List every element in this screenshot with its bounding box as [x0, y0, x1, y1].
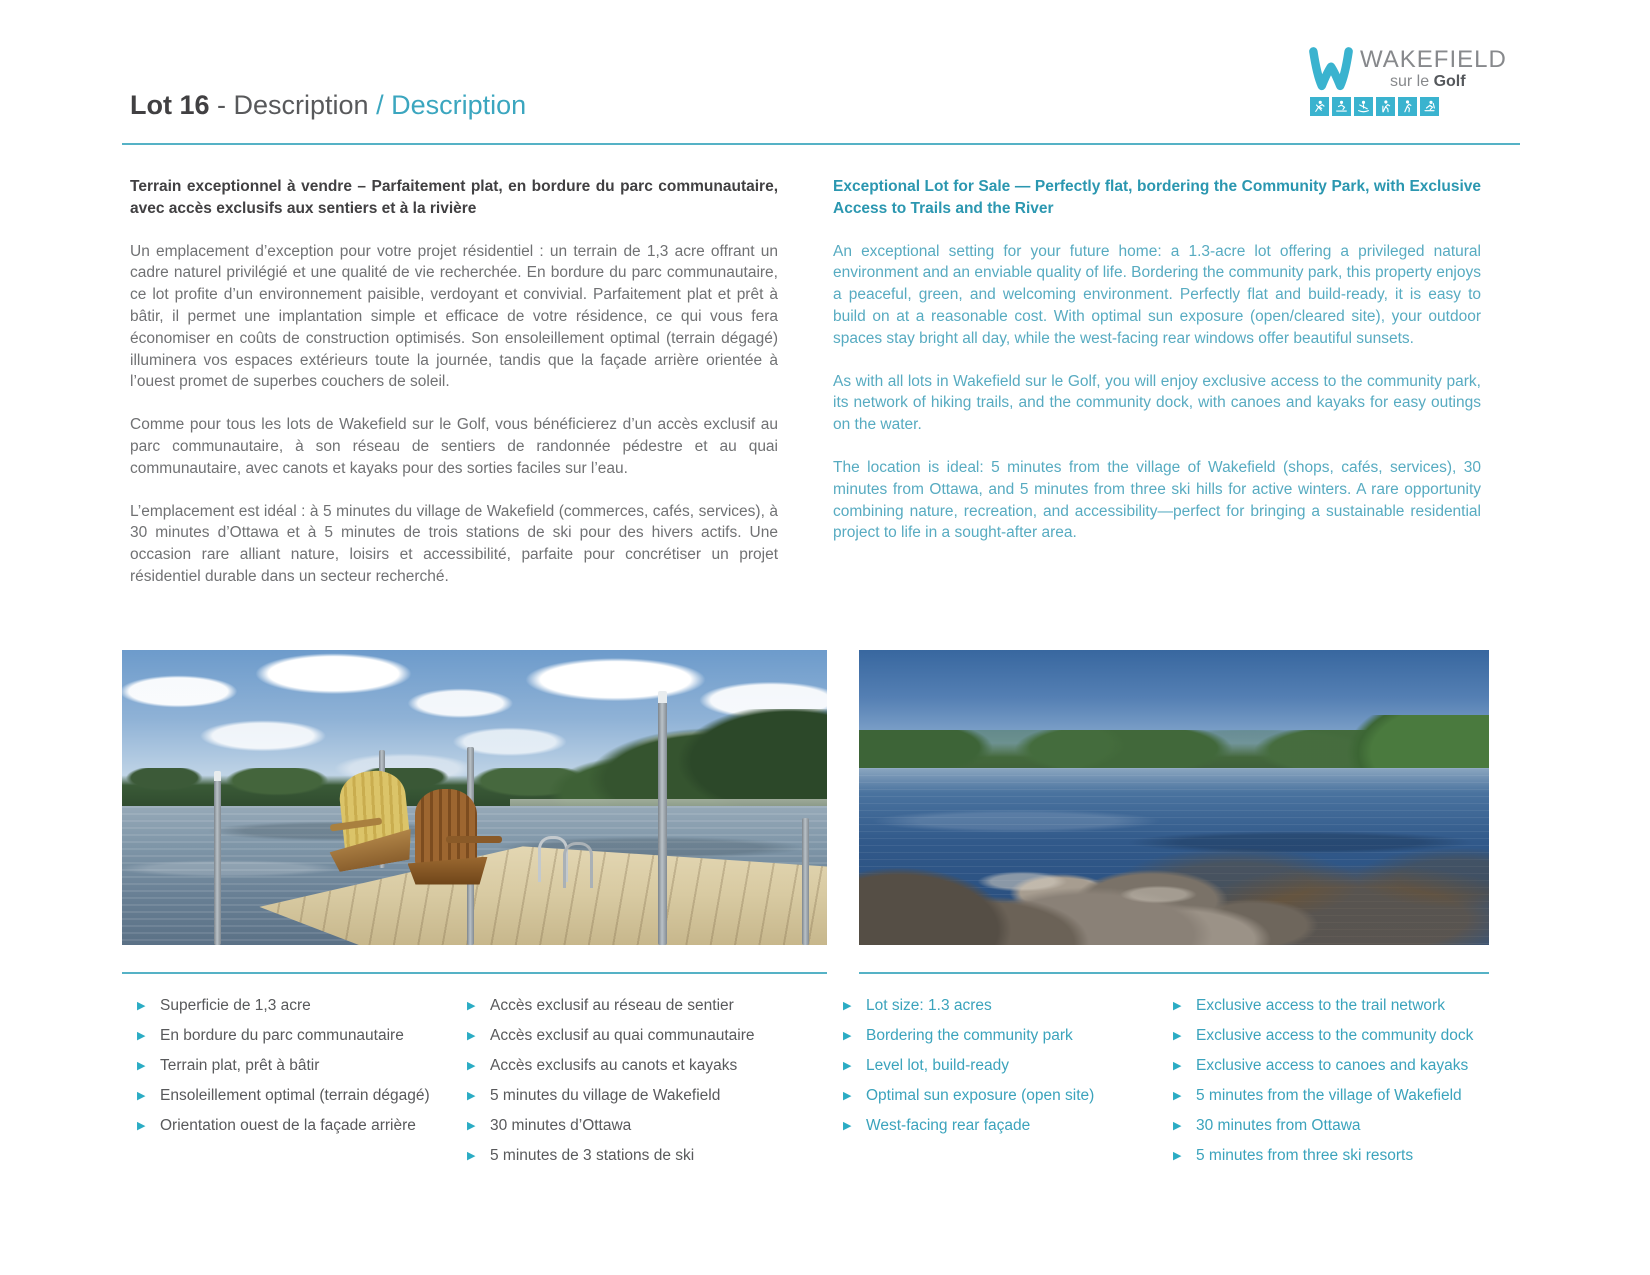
triangle-bullet-icon: ▶: [137, 1120, 146, 1132]
french-heading: Terrain exceptionnel à vendre – Parfaitement plat, en bordure du parc communautaire, avec accès exclusifs aux sentiers et à la rivière: [130, 178, 778, 217]
feature-item: ▶ Accès exclusif au quai communautaire: [467, 1027, 755, 1044]
wakefield-logo: [1308, 44, 1507, 120]
french-paragraph-1: Un emplacement d’exception pour votre projet résidentiel : un terrain de 1,3 acre offrant un cadre naturel privilégié et une qualité de vie recherchée. En bordure du parc communautaire, ce lot profite d’un environnement paisible, verdoyant et convivial. Parfaitement plat et prêt à bâtir, il permet une implantation simple et efficace de votre résidence, ce qui vous fera économiser en coûts de construction optimisés. Son ensoleillement optimal (terrain dégagé) illuminera vos espaces extérieurs toute la journée, tandis que la façade arrière orientée à l’ouest promet de superbes couchers de soleil.: [130, 242, 778, 391]
photo-pole-cap: [658, 691, 667, 703]
triangle-bullet-icon: ▶: [1173, 1060, 1182, 1072]
feature-item: ▶ 30 minutes d’Ottawa: [467, 1117, 632, 1134]
english-paragraph-2: As with all lots in Wakefield sur le Golf, you will enjoy exclusive access to the community park, its network of hiking trails, and the community dock, with canoes and kayaks for easy outings on the water.: [833, 372, 1481, 434]
features-fr-column-1: [137, 997, 459, 1147]
triangle-bullet-icon: ▶: [137, 1000, 146, 1012]
triangle-bullet-icon: ▶: [467, 1000, 476, 1012]
features-en-column-2: [1173, 997, 1495, 1177]
feature-item: ▶ 5 minutes de 3 stations de ski: [467, 1147, 695, 1164]
feature-item: ▶ Accès exclusif au réseau de sentier: [467, 997, 734, 1014]
feature-item: ▶ 5 minutes du village de Wakefield: [467, 1087, 721, 1104]
feature-item: ▶ 5 minutes from the village of Wakefield: [1173, 1087, 1462, 1104]
triangle-bullet-icon: ▶: [467, 1150, 476, 1162]
feature-item: ▶ Orientation ouest de la façade arrière: [137, 1117, 416, 1134]
water-ski-icon: [1332, 97, 1351, 116]
shoreline-photo: [859, 650, 1489, 945]
logo-brand-text: WAKEFIELD: [1360, 46, 1507, 73]
feature-item: ▶ Lot size: 1.3 acres: [843, 997, 992, 1014]
photo-chair-armrest: [446, 836, 502, 843]
photo-pole: [214, 780, 221, 945]
triangle-bullet-icon: ▶: [1173, 1030, 1182, 1042]
triangle-bullet-icon: ▶: [843, 1120, 852, 1132]
logo-tagline: sur le Golf: [1390, 73, 1466, 90]
feature-item: ▶ West-facing rear façade: [843, 1117, 1031, 1134]
title-fr: - Description: [209, 90, 377, 120]
canoe-icon: [1354, 97, 1373, 116]
photo-pole: [802, 818, 809, 945]
english-description-column: [833, 176, 1481, 565]
photo-dock-ladder: [563, 842, 593, 888]
cross-country-ski-icon: [1310, 97, 1329, 116]
logo-activity-icons: [1310, 97, 1439, 116]
feature-item: ▶ Exclusive access to the community dock: [1173, 1027, 1474, 1044]
triangle-bullet-icon: ▶: [843, 1000, 852, 1012]
title-en: / Description: [376, 90, 527, 120]
features-divider-en: [859, 972, 1489, 974]
feature-item: ▶ Terrain plat, prêt à bâtir: [137, 1057, 320, 1074]
photo-pole-cap: [214, 771, 221, 781]
feature-item: ▶ Superficie de 1,3 acre: [137, 997, 311, 1014]
english-heading: Exceptional Lot for Sale — Perfectly flat, bordering the Community Park, with Exclusive Access to Trails and the River: [833, 178, 1481, 217]
triangle-bullet-icon: ▶: [1173, 1120, 1182, 1132]
triangle-bullet-icon: ▶: [137, 1090, 146, 1102]
feature-item: ▶ 30 minutes from Ottawa: [1173, 1117, 1361, 1134]
logo-w-icon: [1308, 44, 1354, 94]
triangle-bullet-icon: ▶: [137, 1060, 146, 1072]
feature-item: ▶ Exclusive access to canoes and kayaks: [1173, 1057, 1469, 1074]
triangle-bullet-icon: ▶: [1173, 1000, 1182, 1012]
photo-trees-right: [517, 709, 827, 809]
feature-item: ▶ Bordering the community park: [843, 1027, 1073, 1044]
english-paragraph-3: The location is ideal: 5 minutes from the village of Wakefield (shops, cafés, services), 30 minutes from Ottawa, and 5 minutes from three ski hills for active winters. A rare opportunity combining nature, recreation, and accessibility—perfect for bringing a sustainable residential project to life in a sought-after area.: [833, 458, 1481, 542]
triangle-bullet-icon: ▶: [843, 1030, 852, 1042]
feature-item: ▶ En bordure du parc communautaire: [137, 1027, 404, 1044]
feature-item: ▶ Accès exclusifs au canots et kayaks: [467, 1057, 738, 1074]
feature-item: ▶ 5 minutes from three ski resorts: [1173, 1147, 1414, 1164]
title-divider: [122, 143, 1520, 145]
feature-item: ▶ Level lot, build-ready: [843, 1057, 1010, 1074]
triangle-bullet-icon: ▶: [1173, 1150, 1182, 1162]
triangle-bullet-icon: ▶: [843, 1060, 852, 1072]
english-paragraph-1: An exceptional setting for your future home: a 1.3-acre lot offering a privileged natural environment and an enviable quality of life. Bordering the community park, this property enjoys a peaceful, green, and welcoming environment. Perfectly flat and build-ready, it is easy to build on at a reasonable cost. With optimal sun exposure (open/cleared site), your outdoor spaces stay bright all day, while the west-facing rear windows offer beautiful sunsets.: [833, 242, 1481, 347]
feature-item: ▶ Ensoleillement optimal (terrain dégagé): [137, 1087, 430, 1104]
triangle-bullet-icon: ▶: [1173, 1090, 1182, 1102]
photo-pole: [658, 700, 667, 945]
french-description-column: [130, 176, 778, 609]
dock-photo: [122, 650, 827, 945]
french-paragraph-3: L’emplacement est idéal : à 5 minutes du village de Wakefield (commerces, cafés, services), à 30 minutes d’Ottawa et à 5 minutes de trois stations de ski pour des hivers actifs. Une occasion rare alliant nature, loisirs et accessibilité, parfaite pour concrétiser un projet résidentiel durable dans un secteur recherché.: [130, 502, 778, 585]
features-en-column-1: [843, 997, 1165, 1147]
feature-item: ▶ Exclusive access to the trail network: [1173, 997, 1445, 1014]
triangle-bullet-icon: ▶: [467, 1030, 476, 1042]
page-title: [130, 90, 526, 121]
features-fr-column-2: [467, 997, 789, 1177]
photo-rock-highlights: [909, 862, 1287, 927]
lot-number: Lot 16: [130, 90, 210, 120]
walk-icon: [1398, 97, 1417, 116]
french-paragraph-2: Comme pour tous les lots de Wakefield sur le Golf, vous bénéficierez d’un accès exclusif au parc communautaire, à son réseau de sentiers de randonnée pédestre et au quai communautaire, avec canots et kayaks pour des sorties faciles sur l’eau.: [130, 416, 778, 477]
triangle-bullet-icon: ▶: [467, 1060, 476, 1072]
feature-item: ▶ Optimal sun exposure (open site): [843, 1087, 1095, 1104]
triangle-bullet-icon: ▶: [467, 1090, 476, 1102]
downhill-ski-icon: [1420, 97, 1439, 116]
triangle-bullet-icon: ▶: [137, 1030, 146, 1042]
triangle-bullet-icon: ▶: [843, 1090, 852, 1102]
photo-adirondack-chair-brown: [415, 789, 477, 865]
hike-icon: [1376, 97, 1395, 116]
triangle-bullet-icon: ▶: [467, 1120, 476, 1132]
features-divider-fr: [122, 972, 827, 974]
